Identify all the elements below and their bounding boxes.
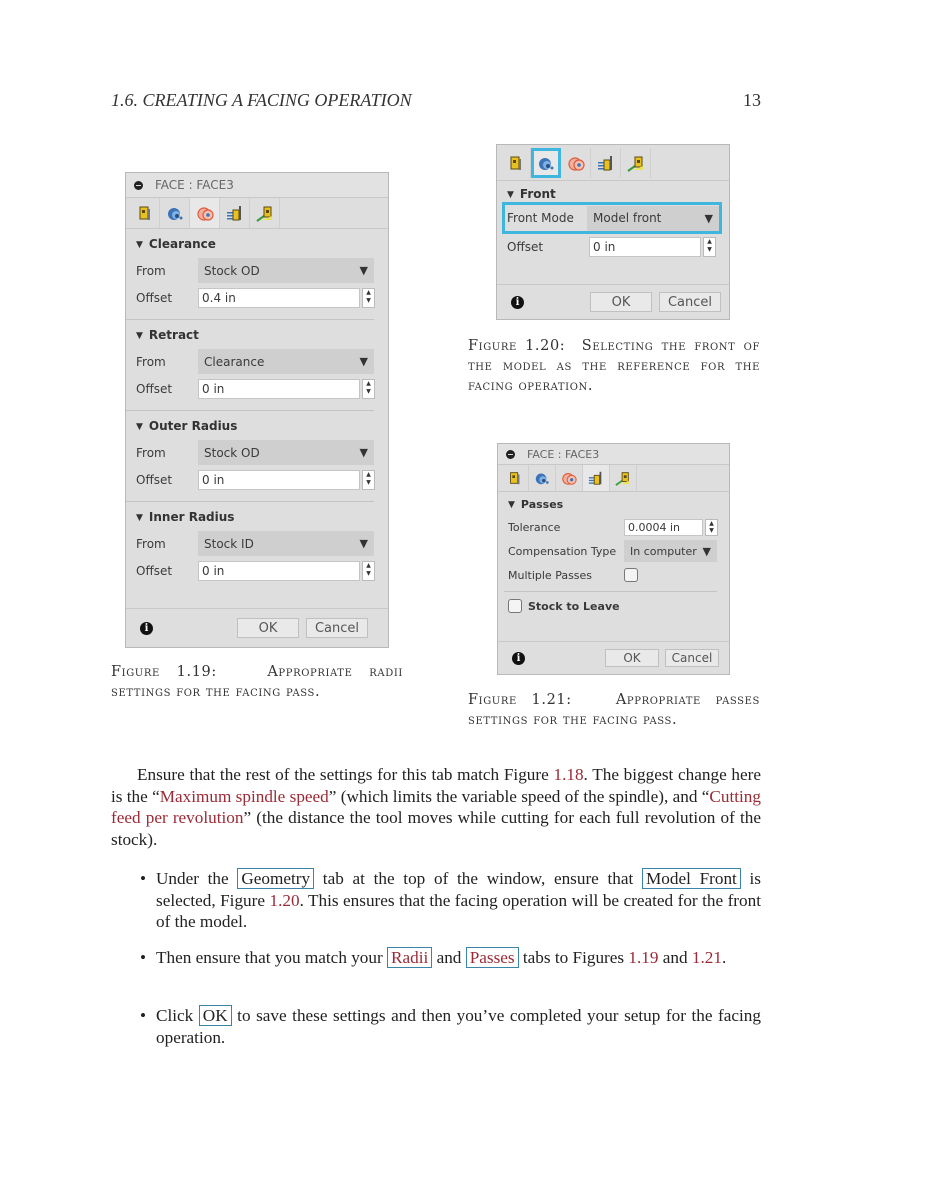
tab-tool[interactable] [130, 198, 160, 228]
figure-1-20-dialog [496, 144, 730, 320]
linking-tab-icon [256, 204, 274, 222]
section-header[interactable] [126, 229, 388, 257]
select-value: Stock ID [204, 536, 254, 551]
section-title: Front [519, 187, 556, 201]
collapse-triangle-icon: ▼ [507, 190, 514, 200]
tab-radii[interactable] [190, 198, 220, 228]
info-icon[interactable]: i [140, 622, 153, 635]
from-label: From [136, 445, 166, 460]
spinner-icon[interactable]: ▲ ▼ [703, 237, 716, 257]
from-row [126, 348, 388, 375]
tolerance-input[interactable] [624, 519, 714, 536]
spinner-icon[interactable]: ▲ ▼ [362, 561, 375, 581]
dialog-tabs [498, 465, 729, 492]
offset-label: Offset [507, 239, 544, 254]
tab-geometry[interactable] [160, 198, 190, 228]
section-inner-radius [126, 502, 388, 584]
tab-radii[interactable] [561, 148, 591, 178]
from-row [126, 439, 388, 466]
dialog-title: FACE : FACE3 [527, 447, 600, 461]
dialog-tabs [497, 145, 729, 181]
collapse-icon[interactable] [506, 450, 515, 459]
spinner-icon[interactable]: ▲ ▼ [362, 470, 375, 490]
text: Click [156, 1006, 199, 1025]
bullet-icon: • [140, 1006, 147, 1025]
offset-row [126, 284, 388, 311]
from-select[interactable] [198, 349, 374, 374]
dialog-titlebar [498, 444, 729, 465]
offset-input[interactable] [198, 288, 371, 308]
tab-passes[interactable] [220, 198, 250, 228]
dialog-footer [497, 284, 729, 319]
term-link[interactable]: Maximum spindle speed [159, 786, 329, 806]
text: ” (which limits the variable speed of the spindle), and “ [328, 786, 710, 806]
tab-linking[interactable] [610, 465, 637, 491]
bullet-icon: • [140, 948, 147, 967]
offset-label: Offset [136, 472, 173, 487]
multiple-passes-checkbox[interactable] [624, 568, 638, 582]
from-select[interactable] [198, 531, 374, 556]
figure-ref-link[interactable]: 1.20 [269, 890, 300, 910]
spinner-icon[interactable]: ▲ ▼ [705, 519, 718, 536]
text: to save these settings and then you’ve completed your setup for the facing operation. [156, 1006, 761, 1047]
front-mode-row [505, 205, 719, 231]
cancel-button[interactable]: Cancel [306, 618, 368, 638]
info-icon[interactable]: i [512, 652, 525, 665]
dialog-footer [126, 608, 388, 647]
ui-label-box[interactable]: Radii [387, 947, 432, 968]
ok-button[interactable]: OK [590, 292, 652, 312]
offset-input[interactable] [589, 237, 712, 257]
section-header[interactable] [497, 181, 729, 205]
select-value: Clearance [204, 354, 265, 369]
collapse-triangle-icon: ▼ [136, 240, 143, 250]
stock-to-leave-checkbox[interactable] [508, 599, 522, 613]
compensation-select[interactable] [624, 540, 717, 562]
from-select[interactable] [198, 440, 374, 465]
bullet-item [140, 1005, 761, 1048]
figure-ref-link[interactable]: 1.21 [691, 948, 722, 967]
term-link[interactable]: Cutting feed per revolution [111, 786, 761, 827]
multiple-passes-row [498, 563, 729, 587]
section-title: Passes [520, 498, 564, 511]
input-value: 0 in [202, 472, 225, 487]
figure-1-21-dialog [497, 443, 730, 675]
stock-to-leave-label: Stock to Leave [528, 599, 620, 613]
spinner-icon[interactable]: ▲ ▼ [362, 379, 375, 399]
offset-row [126, 466, 388, 493]
ui-label-box: Model Front [642, 868, 741, 889]
dropdown-caret-icon: ▼ [702, 544, 711, 558]
caption-text: Selecting the front of the model as the reference for the facing operation. [468, 338, 761, 394]
tool-tab-icon [507, 154, 525, 172]
geometry-tab-icon [166, 204, 184, 222]
section-outer-radius [126, 411, 388, 502]
dialog-tabs [126, 198, 388, 229]
bullet-icon: • [140, 869, 147, 888]
caption-text: Appropriate radii settings for the facing pass. [111, 664, 403, 700]
radii-tab-icon [561, 470, 577, 486]
select-value: Stock OD [204, 263, 260, 278]
tool-tab-icon [507, 470, 523, 486]
ok-button[interactable]: OK [237, 618, 299, 638]
section-title: Clearance [148, 237, 216, 251]
input-value: 0 in [202, 563, 225, 578]
dialog-title: FACE : FACE3 [155, 178, 234, 192]
text: and [658, 948, 692, 967]
spinner-icon[interactable]: ▲ ▼ [362, 288, 375, 308]
tab-tool[interactable] [502, 465, 529, 491]
passes-tab-icon [588, 470, 604, 486]
from-label: From [136, 354, 166, 369]
text: Ensure that the rest of the settings for this tab match Figure [137, 765, 554, 784]
offset-row [497, 233, 729, 260]
dropdown-caret-icon: ▼ [359, 264, 368, 277]
ui-label-box: OK [199, 1005, 232, 1026]
figure-1-19-dialog [125, 172, 389, 648]
dialog-titlebar [126, 173, 388, 198]
section-title: 1.6. CREATING A FACING OPERATION [111, 90, 412, 110]
passes-tab-icon [597, 154, 615, 172]
offset-label: Offset [136, 290, 173, 305]
stock-to-leave-row [498, 592, 729, 620]
geometry-tab-icon [534, 470, 550, 486]
text: is selected, Figure [156, 869, 761, 910]
ui-label-box: Geometry [237, 868, 314, 889]
figure-1-19-caption [111, 662, 403, 702]
dropdown-caret-icon: ▼ [704, 211, 713, 225]
tab-linking[interactable] [621, 148, 651, 178]
ui-label-box[interactable]: Passes [466, 947, 519, 968]
offset-label: Offset [136, 563, 173, 578]
tool-tab-icon [136, 204, 154, 222]
body-paragraph [111, 764, 761, 850]
section-header[interactable] [126, 320, 388, 348]
dropdown-caret-icon: ▼ [359, 537, 368, 550]
text: Under the [156, 869, 238, 888]
text: . This ensures that the facing operation will be created for the front of the model. [156, 890, 761, 931]
section-title: Inner Radius [148, 510, 235, 524]
bullet-item [140, 947, 761, 969]
linking-tab-icon [627, 154, 645, 172]
offset-row [126, 557, 388, 584]
dropdown-caret-icon: ▼ [359, 446, 368, 459]
from-select[interactable] [198, 258, 374, 283]
offset-label: Offset [136, 381, 173, 396]
info-icon[interactable]: i [511, 296, 524, 309]
tab-tool[interactable] [501, 148, 531, 178]
text: tabs to Figures [518, 948, 629, 967]
caption-label: Figure 1.19: [111, 664, 217, 680]
input-value: 0 in [593, 239, 616, 254]
section-retract [126, 320, 388, 411]
radii-tab-icon [567, 154, 585, 172]
figure-1-20-caption [468, 336, 760, 396]
radii-tab-icon [196, 204, 214, 222]
tab-radii[interactable] [556, 465, 583, 491]
figure-1-21-caption [468, 690, 760, 730]
page-number: 13 [743, 90, 761, 110]
caption-label: Figure 1.20: [468, 338, 566, 354]
cancel-button[interactable]: Cancel [659, 292, 721, 312]
figure-ref-link[interactable]: 1.19 [628, 948, 659, 967]
section-header[interactable] [498, 492, 729, 515]
bullet-item [140, 868, 761, 933]
dialog-footer [498, 641, 729, 674]
from-row [126, 257, 388, 284]
from-row [126, 530, 388, 557]
cancel-button[interactable]: Cancel [665, 649, 719, 667]
text: . [721, 948, 727, 967]
select-value: Stock OD [204, 445, 260, 460]
tab-passes[interactable] [583, 465, 610, 491]
tab-passes[interactable] [591, 148, 621, 178]
front-mode-label: Front Mode [507, 211, 574, 225]
section-header[interactable] [126, 411, 388, 439]
tab-linking[interactable] [250, 198, 280, 228]
dropdown-caret-icon: ▼ [359, 355, 368, 368]
section-title: Retract [148, 328, 199, 342]
compensation-label: Compensation Type [508, 544, 617, 558]
running-header [111, 90, 761, 111]
figure-ref-link[interactable]: 1.18 [553, 765, 584, 784]
text: tab at the top of the window, ensure that [314, 869, 642, 888]
from-label: From [136, 536, 166, 551]
front-mode-select[interactable] [587, 206, 719, 231]
tolerance-label: Tolerance [508, 520, 561, 534]
offset-row [126, 375, 388, 402]
passes-tab-icon [226, 204, 244, 222]
caption-text: Appropriate passes settings for the facing pass. [468, 692, 760, 728]
section-header[interactable] [126, 502, 388, 530]
text: Then ensure that you match your [156, 948, 388, 967]
tab-geometry[interactable] [529, 465, 556, 491]
compensation-row [498, 539, 729, 563]
collapse-triangle-icon: ▼ [136, 422, 143, 432]
section-title: Outer Radius [148, 419, 238, 433]
linking-tab-icon [615, 470, 631, 486]
multiple-passes-label: Multiple Passes [508, 568, 593, 582]
from-label: From [136, 263, 166, 278]
collapse-triangle-icon: ▼ [136, 331, 143, 341]
input-value: 0.0004 in [628, 520, 681, 534]
text: . The biggest change here is the “ [111, 765, 762, 806]
ok-button[interactable]: OK [605, 649, 659, 667]
input-value: 0.4 in [202, 290, 236, 305]
select-value: Model front [593, 211, 662, 225]
collapse-icon[interactable] [134, 181, 143, 190]
collapse-triangle-icon: ▼ [508, 500, 515, 510]
tolerance-row [498, 515, 729, 539]
offset-input[interactable] [198, 470, 371, 490]
select-value: In computer [630, 544, 697, 558]
text: and [432, 948, 466, 967]
collapse-triangle-icon: ▼ [136, 513, 143, 523]
offset-input[interactable] [198, 561, 371, 581]
geometry-tab-icon [537, 154, 555, 172]
input-value: 0 in [202, 381, 225, 396]
caption-label: Figure 1.21: [468, 692, 572, 708]
text: ” (the distance the tool moves while cutting for each full revolution of the stock). [111, 808, 762, 849]
section-clearance [126, 229, 388, 320]
offset-input[interactable] [198, 379, 371, 399]
tab-geometry[interactable] [531, 148, 561, 178]
